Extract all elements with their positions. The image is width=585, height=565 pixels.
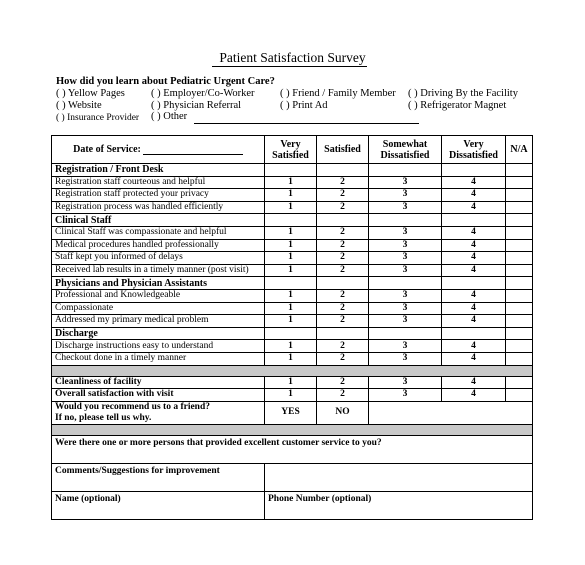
- title-underline: [212, 66, 367, 67]
- section-row-registration-front-desk: [52, 164, 533, 177]
- rating-2[interactable]: 2: [317, 189, 369, 202]
- rating-4[interactable]: 4: [442, 239, 506, 252]
- rating-4[interactable]: 4: [442, 289, 506, 302]
- option-physician-referral[interactable]: ( ) Physician Referral: [151, 100, 242, 111]
- excellent-service-row: [52, 435, 533, 463]
- table-row: [52, 389, 533, 402]
- rating-4[interactable]: 4: [442, 389, 506, 402]
- section-row-clinical-staff: [52, 214, 533, 227]
- very-satisfied-header: Very Satisfied: [265, 136, 317, 164]
- name-field[interactable]: Name (optional): [52, 491, 265, 519]
- rating-2[interactable]: 2: [317, 352, 369, 365]
- rating-2[interactable]: 2: [317, 226, 369, 239]
- rating-1[interactable]: 1: [265, 352, 317, 365]
- section-header: Physicians and Physician Assistants: [52, 277, 265, 290]
- rating-2[interactable]: 2: [317, 302, 369, 315]
- option-other[interactable]: ( ) Other: [151, 111, 188, 122]
- comments-label: Comments/Suggestions for improvement: [52, 463, 265, 491]
- rating-na[interactable]: [506, 264, 533, 277]
- rating-1[interactable]: 1: [265, 340, 317, 353]
- very-dissatisfied-header: Very Dissatisfied: [442, 136, 506, 164]
- recommend-row: [52, 401, 533, 424]
- rating-na[interactable]: [506, 239, 533, 252]
- question-label: Medical procedures handled professionally: [52, 239, 265, 252]
- section-header: Registration / Front Desk: [52, 164, 265, 177]
- rating-na[interactable]: [506, 302, 533, 315]
- section-row-discharge: [52, 327, 533, 340]
- table-row: [52, 376, 533, 389]
- rating-4[interactable]: 4: [442, 340, 506, 353]
- comments-input[interactable]: [265, 463, 533, 491]
- question-label: Overall satisfaction with visit: [52, 389, 265, 402]
- rating-1[interactable]: 1: [265, 376, 317, 389]
- referral-question: How did you learn about Pediatric Urgent Care?: [56, 76, 275, 87]
- option-refrigerator-magnet[interactable]: ( ) Refrigerator Magnet: [408, 100, 507, 111]
- question-label: Checkout done in a timely manner: [52, 352, 265, 365]
- rating-2[interactable]: 2: [317, 389, 369, 402]
- rating-1[interactable]: 1: [265, 264, 317, 277]
- rating-na[interactable]: [506, 201, 533, 214]
- question-label: Professional and Knowledgeable: [52, 289, 265, 302]
- rating-3[interactable]: 3: [369, 315, 442, 328]
- rating-1[interactable]: 1: [265, 201, 317, 214]
- rating-4[interactable]: 4: [442, 315, 506, 328]
- somewhat-dissatisfied-header: Somewhat Dissatisfied: [369, 136, 442, 164]
- rating-1[interactable]: 1: [265, 239, 317, 252]
- section-header: Clinical Staff: [52, 214, 265, 227]
- rating-4[interactable]: 4: [442, 201, 506, 214]
- comments-row: [52, 463, 533, 491]
- rating-1[interactable]: 1: [265, 189, 317, 202]
- rating-na[interactable]: [506, 252, 533, 265]
- rating-na[interactable]: [506, 226, 533, 239]
- option-friend-family[interactable]: ( ) Friend / Family Member: [280, 88, 396, 99]
- question-label: Staff kept you informed of delays: [52, 252, 265, 265]
- rating-2[interactable]: 2: [317, 201, 369, 214]
- rating-4[interactable]: 4: [442, 376, 506, 389]
- question-label: Registration staff courteous and helpful: [52, 176, 265, 189]
- rating-na[interactable]: [506, 352, 533, 365]
- rating-3[interactable]: 3: [369, 226, 442, 239]
- recommend-question: Would you recommend us to a friend? If no, please tell us why.: [52, 401, 265, 424]
- question-label: Cleanliness of facility: [52, 376, 265, 389]
- table-row: [52, 189, 533, 202]
- rating-na[interactable]: [506, 340, 533, 353]
- table-row: [52, 340, 533, 353]
- rating-3[interactable]: 3: [369, 176, 442, 189]
- question-label: Compassionate: [52, 302, 265, 315]
- rating-1[interactable]: 1: [265, 302, 317, 315]
- rating-4[interactable]: 4: [442, 189, 506, 202]
- rating-3[interactable]: 3: [369, 289, 442, 302]
- table-row: [52, 315, 533, 328]
- rating-3[interactable]: 3: [369, 201, 442, 214]
- satisfied-header: Satisfied: [317, 136, 369, 164]
- rating-2[interactable]: 2: [317, 376, 369, 389]
- date-input-line[interactable]: [143, 145, 243, 155]
- table-row: [52, 352, 533, 365]
- page-title: Patient Satisfaction Survey: [219, 50, 366, 65]
- question-label: Registration staff protected your privacy: [52, 189, 265, 202]
- rating-2[interactable]: 2: [317, 315, 369, 328]
- header-row: [52, 136, 533, 164]
- option-yellow-pages[interactable]: ( ) Yellow Pages: [56, 88, 125, 99]
- table-row: [52, 176, 533, 189]
- question-label: Addressed my primary medical problem: [52, 315, 265, 328]
- rating-na[interactable]: [506, 189, 533, 202]
- rating-na[interactable]: [506, 376, 533, 389]
- rating-na[interactable]: [506, 289, 533, 302]
- survey-table: [51, 135, 533, 520]
- rating-3[interactable]: 3: [369, 352, 442, 365]
- rating-3[interactable]: 3: [369, 389, 442, 402]
- rating-3[interactable]: 3: [369, 252, 442, 265]
- rating-1[interactable]: 1: [265, 289, 317, 302]
- option-website[interactable]: ( ) Website: [56, 100, 102, 111]
- section-header: Discharge: [52, 327, 265, 340]
- question-label: Clinical Staff was compassionate and helpful: [52, 226, 265, 239]
- table-row: [52, 302, 533, 315]
- question-label: Registration process was handled efficiently: [52, 201, 265, 214]
- rating-3[interactable]: 3: [369, 340, 442, 353]
- rating-3[interactable]: 3: [369, 302, 442, 315]
- rating-na[interactable]: [506, 176, 533, 189]
- table-row: [52, 289, 533, 302]
- option-print-ad[interactable]: ( ) Print Ad: [280, 100, 328, 111]
- rating-2[interactable]: 2: [317, 264, 369, 277]
- rating-na[interactable]: [506, 389, 533, 402]
- rating-4[interactable]: 4: [442, 302, 506, 315]
- gray-divider-row: [52, 424, 533, 435]
- option-employer[interactable]: ( ) Employer/Co-Worker: [151, 88, 255, 99]
- rating-4[interactable]: 4: [442, 226, 506, 239]
- na-header: N/A: [506, 136, 533, 164]
- rating-4[interactable]: 4: [442, 176, 506, 189]
- rating-1[interactable]: 1: [265, 226, 317, 239]
- table-row: [52, 252, 533, 265]
- table-row: [52, 201, 533, 214]
- option-driving-by[interactable]: ( ) Driving By the Facility: [408, 88, 518, 99]
- question-label: Received lab results in a timely manner (post visit): [52, 264, 265, 277]
- rating-3[interactable]: 3: [369, 239, 442, 252]
- rating-3[interactable]: 3: [369, 264, 442, 277]
- rating-na[interactable]: [506, 315, 533, 328]
- rating-1[interactable]: 1: [265, 176, 317, 189]
- rating-1[interactable]: 1: [265, 315, 317, 328]
- rating-2[interactable]: 2: [317, 176, 369, 189]
- rating-4[interactable]: 4: [442, 264, 506, 277]
- question-label: Discharge instructions easy to understand: [52, 340, 265, 353]
- rating-2[interactable]: 2: [317, 252, 369, 265]
- recommend-no[interactable]: NO: [317, 401, 369, 424]
- date-of-service-header[interactable]: Date of Service:: [52, 136, 265, 164]
- gray-divider-row: [52, 365, 533, 376]
- rating-2[interactable]: 2: [317, 289, 369, 302]
- option-insurance-provider[interactable]: ( ) Insurance Provider: [56, 113, 140, 123]
- excellent-service-question[interactable]: Were there one or more persons that provided excellent customer service to you?: [52, 435, 533, 463]
- other-input-line[interactable]: [194, 123, 419, 124]
- rating-1[interactable]: 1: [265, 252, 317, 265]
- contact-row: [52, 491, 533, 519]
- table-row: [52, 264, 533, 277]
- rating-4[interactable]: 4: [442, 352, 506, 365]
- rating-2[interactable]: 2: [317, 340, 369, 353]
- table-row: [52, 226, 533, 239]
- recommend-yes[interactable]: YES: [265, 401, 317, 424]
- rating-3[interactable]: 3: [369, 376, 442, 389]
- phone-field[interactable]: Phone Number (optional): [265, 491, 533, 519]
- rating-2[interactable]: 2: [317, 239, 369, 252]
- rating-3[interactable]: 3: [369, 189, 442, 202]
- table-row: [52, 239, 533, 252]
- section-row-physicians-and-physician-assistants: [52, 277, 533, 290]
- rating-4[interactable]: 4: [442, 252, 506, 265]
- rating-1[interactable]: 1: [265, 389, 317, 402]
